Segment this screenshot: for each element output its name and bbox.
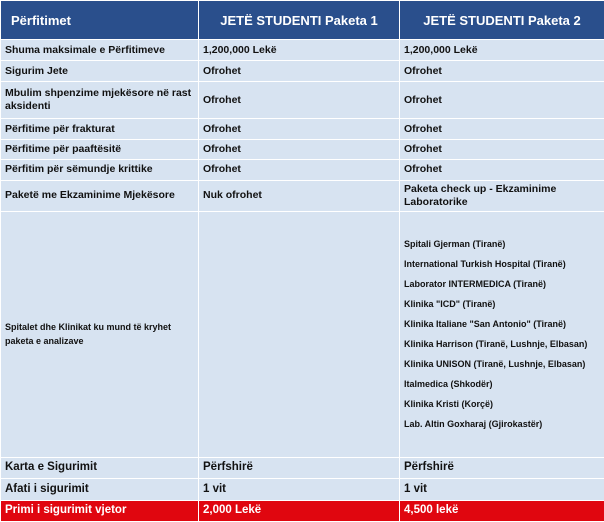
row-label: Karta e Sigurimit [1,457,199,478]
list-item: Klinika Italiane "San Antonio" (Tiranë) [404,319,567,330]
list-item: Klinika Kristi (Korçë) [404,399,494,410]
package-1-value [199,212,400,458]
table-row [1,479,604,500]
row-label: Përfitime për paaftësitë [1,139,199,159]
table-row [1,139,604,159]
package-2-value: Ofrohet [400,139,604,159]
package-1-value: 1,200,000 Lekë [199,40,400,61]
package-2-value: Përfshirë [400,457,604,478]
table-row [1,61,604,81]
row-label: Përfitim për sëmundje krittike [1,160,199,180]
package-2-value: Ofrohet [400,81,604,119]
package-1-value: Nuk ofrohet [199,180,400,212]
package-1-value: Ofrohet [199,139,400,159]
header-benefits: Përfitimet [1,1,199,40]
row-label: Mbulim shpenzime mjekësore në rast aksidenti [1,81,199,119]
list-item: Laborator INTERMEDICA (Tiranë) [404,279,547,290]
table-row [1,119,604,139]
package-1-value: 1 vit [199,479,400,500]
package-2-premium: 4,500 lekë [400,500,604,521]
table-row [1,457,604,478]
package-1-value: Ofrohet [199,61,400,81]
table-row [1,212,604,458]
package-1-value: Ofrohet [199,81,400,119]
header-package-2: JETË STUDENTI Paketa 2 [400,1,604,40]
row-label: Sigurim Jete [1,61,199,81]
package-2-value: Ofrohet [400,160,604,180]
list-item: Spitali Gjerman (Tiranë) [404,239,506,250]
package-1-value: Ofrohet [199,160,400,180]
package-2-value: Paketa check up - Ekzaminime Laboratorike [400,180,604,212]
table-row [1,160,604,180]
package-1-premium: 2,000 Lekë [199,500,400,521]
premium-row [1,500,604,521]
table-row [1,40,604,61]
package-2-value: Ofrohet [400,61,604,81]
row-label: Paketë me Ekzaminime Mjekësore [1,180,199,212]
package-2-clinics [400,212,604,458]
row-label: Shuma maksimale e Përfitimeve [1,40,199,61]
row-label: Primi i sigurimit vjetor [1,500,199,521]
package-2-value: 1 vit [400,479,604,500]
list-item: Klinika Harrison (Tiranë, Lushnje, Elbasan) [404,339,588,350]
row-label: Përfitime për frakturat [1,119,199,139]
table-row [1,81,604,119]
list-item: International Turkish Hospital (Tiranë) [404,259,566,270]
clinic-list [404,234,600,434]
package-2-value: Ofrohet [400,119,604,139]
table-row [1,180,604,212]
row-label: Afati i sigurimit [1,479,199,500]
list-item: Lab. Altin Goxharaj (Gjirokastër) [404,419,543,430]
package-1-value: Përfshirë [199,457,400,478]
package-2-value: 1,200,000 Lekë [400,40,604,61]
list-item: Klinika UNISON (Tiranë, Lushnje, Elbasan) [404,359,586,370]
list-item: Klinika "ICD" (Tiranë) [404,299,496,310]
list-item: Italmedica (Shkodër) [404,379,493,390]
row-label: Spitalet dhe Klinikat ku mund të kryhet paketa e analizave [1,212,199,458]
header-package-1: JETË STUDENTI Paketa 1 [199,1,400,40]
package-1-value: Ofrohet [199,119,400,139]
header-row [1,1,604,40]
